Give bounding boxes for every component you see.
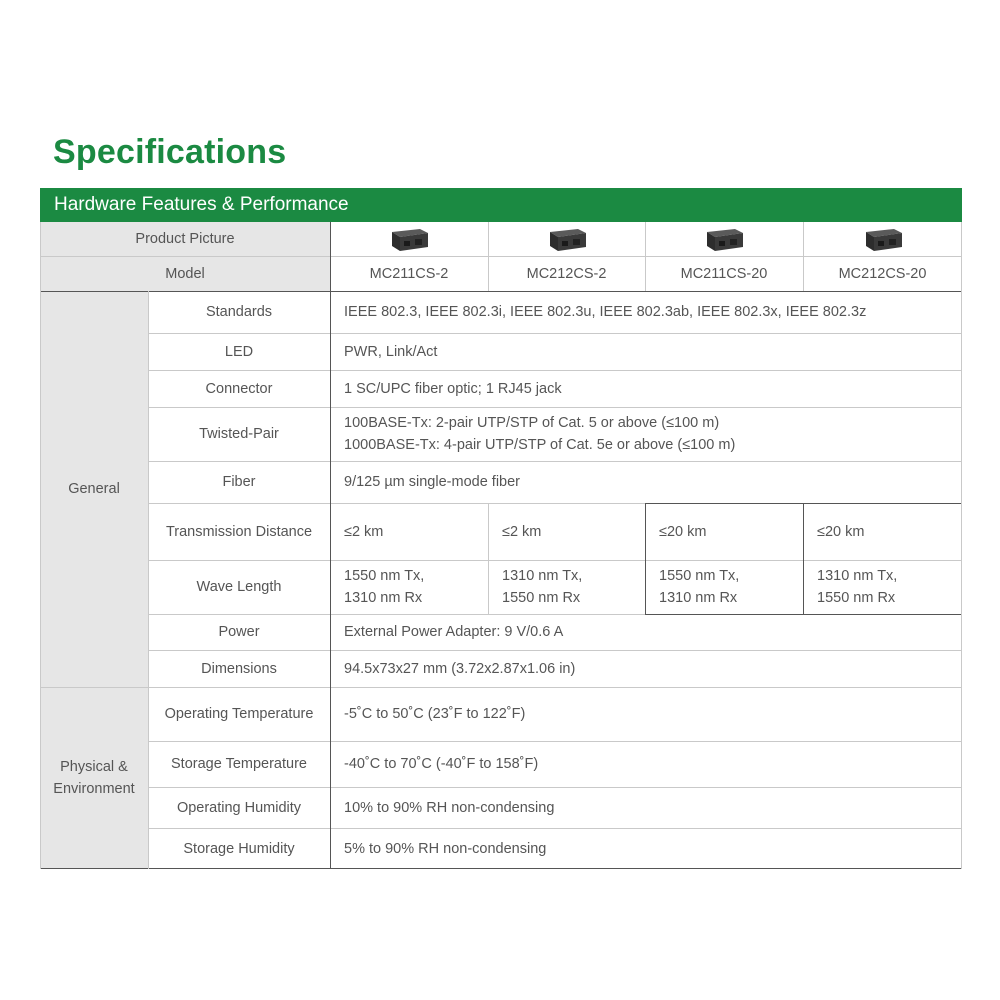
grid-line [148, 407, 962, 408]
wave-length-rx: 1550 nm Rx [502, 590, 581, 606]
grid-line [40, 868, 962, 869]
grid-line [40, 687, 962, 688]
section-title-bar: Hardware Features & Performance [40, 188, 962, 222]
value-fiber: 9/125 µm single-mode fiber [344, 474, 520, 490]
value-transmission-distance: ≤20 km [659, 523, 707, 540]
value-twisted-pair [330, 407, 962, 461]
value-twisted-pair-line2: 1000BASE-Tx: 4-pair UTP/STP of Cat. 5e or above (≤100 m) [344, 437, 736, 453]
row-label-storage-humidity: Storage Humidity [183, 840, 295, 857]
product-picture-3 [645, 222, 803, 256]
value-transmission-distance: ≤20 km [817, 523, 865, 540]
model-label: Model [40, 256, 330, 291]
grid-line [645, 503, 646, 614]
row-label-storage-temperature: Storage Temperature [171, 756, 307, 772]
row-label-fiber: Fiber [222, 474, 256, 490]
grid-line [40, 291, 962, 292]
value-standards: IEEE 802.3, IEEE 802.3i, IEEE 802.3u, IEEE 802.3ab, IEEE 802.3x, IEEE 802.3z [344, 304, 867, 320]
group-physical-label-line1: Physical & [60, 759, 128, 775]
product-picture-2 [488, 222, 645, 256]
wave-length-rx: 1310 nm Rx [659, 590, 738, 606]
value-operating-humidity: 10% to 90% RH non-condensing [344, 799, 555, 816]
page-title: Specifications [53, 133, 287, 171]
group-physical-environment [40, 687, 148, 869]
row-label-operating-temperature: Operating Temperature [164, 706, 314, 722]
grid-line [961, 222, 962, 869]
wave-length-tx: 1550 nm Tx, [344, 568, 425, 584]
row-label-transmission-distance: Transmission Distance [165, 523, 313, 540]
media-converter-device-icon [388, 224, 430, 254]
grid-line [148, 560, 962, 561]
grid-line [148, 614, 645, 615]
product-picture-4 [803, 222, 962, 256]
grid-line [645, 222, 646, 291]
grid-line [148, 461, 962, 462]
grid-line [148, 291, 149, 869]
row-label-wave-length: Wave Length [196, 579, 282, 595]
product-picture-label: Product Picture [40, 222, 330, 256]
group-general [40, 291, 148, 687]
specifications-table [40, 188, 962, 869]
grid-line [803, 503, 804, 614]
grid-line [488, 503, 489, 614]
group-physical-label-line2: Environment [53, 781, 135, 797]
group-general-label: General [68, 481, 120, 497]
wave-length-rx: 1310 nm Rx [344, 590, 423, 606]
wave-length-tx: 1310 nm Tx, [817, 568, 898, 584]
row-label-operating-humidity: Operating Humidity [176, 799, 302, 816]
grid-line [148, 650, 962, 651]
product-picture-1 [330, 222, 488, 256]
grid-line [148, 741, 962, 742]
grid-line [330, 222, 331, 869]
grid-line [803, 222, 804, 291]
wave-length-tx: 1310 nm Tx, [502, 568, 583, 584]
grid-line [148, 787, 962, 788]
grid-line [148, 370, 962, 371]
grid-line [488, 222, 489, 291]
model-name: MC211CS-2 [369, 265, 449, 282]
value-twisted-pair-line1: 100BASE-Tx: 2-pair UTP/STP of Cat. 5 or above (≤100 m) [344, 415, 720, 431]
row-label-standards: Standards [205, 304, 273, 320]
value-wave-length [330, 560, 488, 614]
model-name: MC211CS-20 [680, 265, 768, 282]
row-label-connector: Connector [205, 380, 273, 397]
grid-line [148, 333, 962, 334]
media-converter-device-icon [862, 224, 904, 254]
row-label-led: LED [224, 343, 254, 360]
row-label-twisted-pair: Twisted-Pair [199, 426, 279, 442]
grid-line [148, 503, 645, 504]
wave-length-rx: 1550 nm Rx [817, 590, 896, 606]
media-converter-device-icon [703, 224, 745, 254]
value-storage-humidity: 5% to 90% RH non-condensing [344, 840, 547, 857]
model-name: MC212CS-2 [526, 265, 607, 282]
wave-length-tx: 1550 nm Tx, [659, 568, 740, 584]
value-operating-temperature: -5˚C to 50˚C (23˚F to 122˚F) [344, 706, 526, 722]
value-connector: 1 SC/UPC fiber optic; 1 RJ45 jack [344, 380, 562, 397]
value-transmission-distance: ≤2 km [502, 523, 542, 540]
value-storage-temperature: -40˚C to 70˚C (-40˚F to 158˚F) [344, 756, 539, 772]
value-dimensions: 94.5x73x27 mm (3.72x2.87x1.06 in) [344, 660, 576, 677]
value-power: External Power Adapter: 9 V/0.6 A [344, 624, 564, 640]
grid-line [40, 222, 41, 869]
grid-line [40, 256, 962, 257]
row-label-power: Power [218, 624, 260, 640]
grid-line [148, 828, 962, 829]
value-wave-length [645, 560, 803, 614]
value-wave-length [803, 560, 962, 614]
grid-line [645, 614, 962, 615]
value-led: PWR, Link/Act [344, 343, 438, 360]
media-converter-device-icon [546, 224, 588, 254]
row-label-dimensions: Dimensions [201, 660, 277, 677]
value-transmission-distance: ≤2 km [344, 523, 384, 540]
model-name: MC212CS-20 [838, 265, 927, 282]
value-wave-length [488, 560, 645, 614]
